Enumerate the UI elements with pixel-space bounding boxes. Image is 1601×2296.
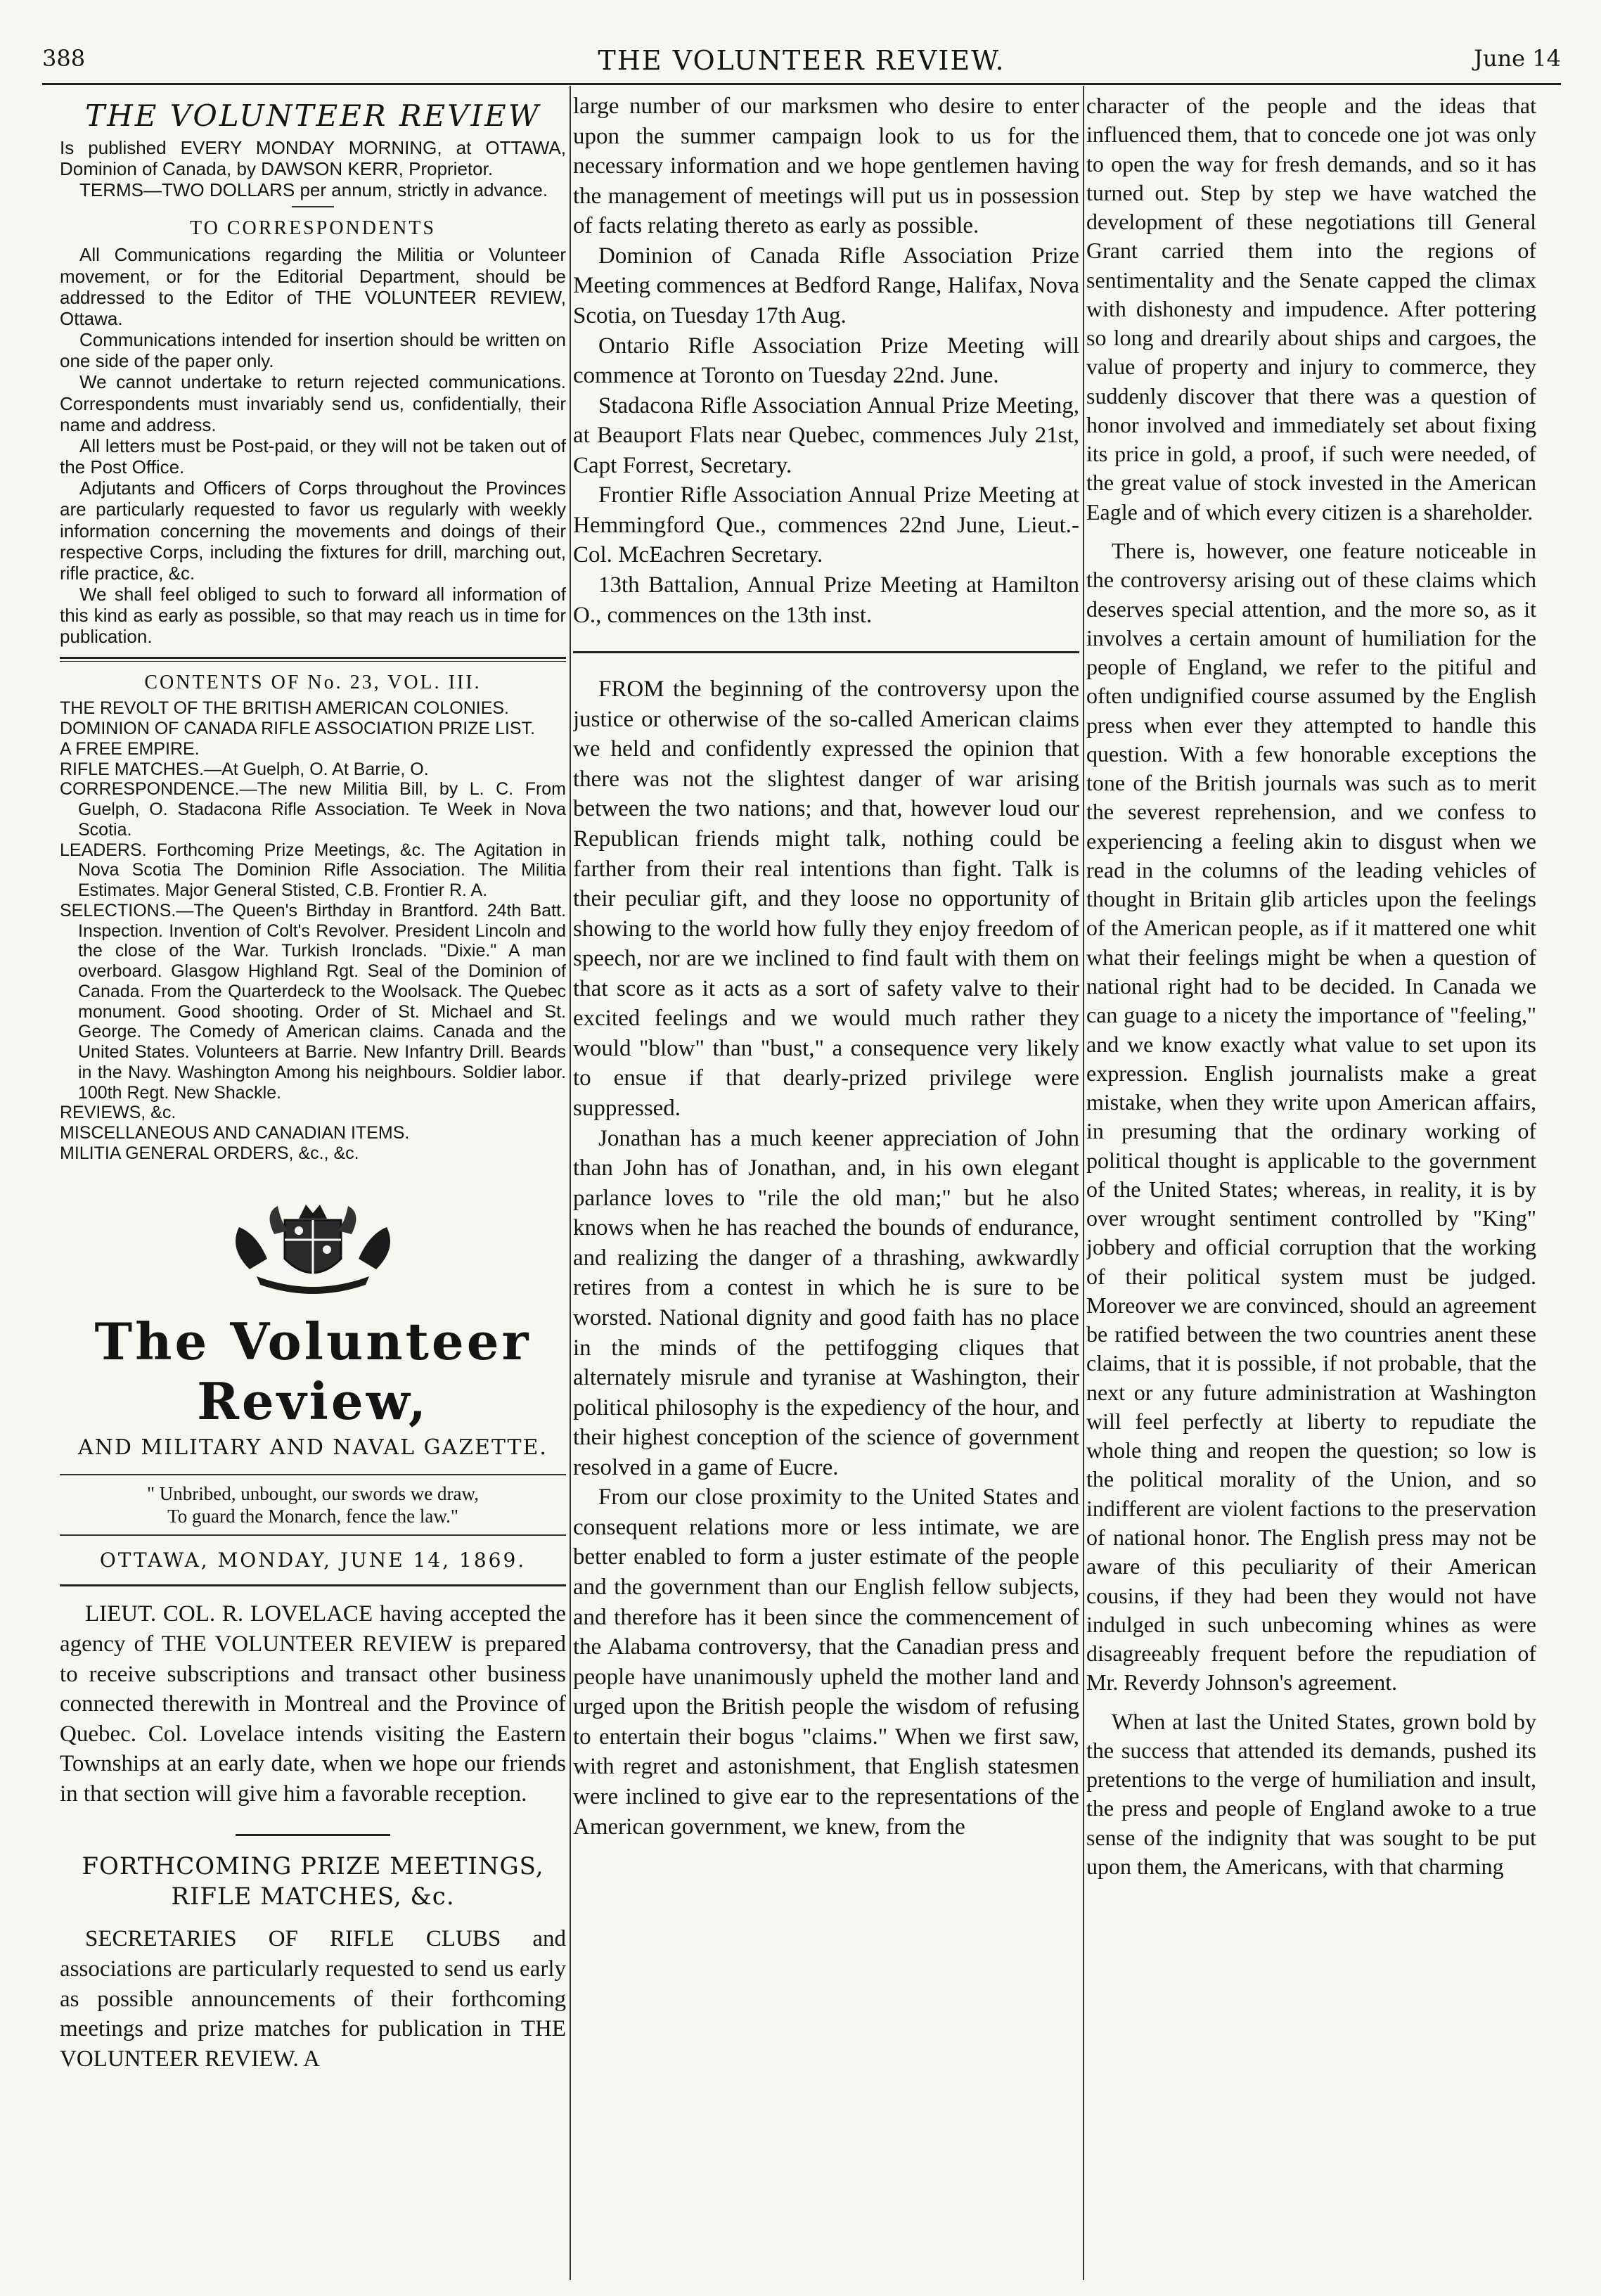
contents-list bbox=[60, 698, 566, 1163]
section-rule bbox=[236, 1834, 390, 1836]
column-rule-1 bbox=[570, 86, 571, 2280]
correspondent-notice: Adjutants and Officers of Corps throughout the Provinces are particularly requested to favor us regularly with weekly information concerning the movements and doings of their respective Corps, including the fixtures for drill, marching out, rifle practice, &c. bbox=[60, 477, 566, 584]
contents-item: SELECTIONS.—The Queen's Birthday in Brantford. 24th Batt. Inspection. Invention of Colt's Revolver. President Lincoln and the close of the War. Turkish Ironclads. "Dixie." A man overboard. Glasgow Highland Rgt. Seal of the Dominion of Canada. From the Quarterdeck to the Woolsack. The Quebec monument. Good shooting. Order of St. Michael and St. George. The Comedy of American claims. Canada and the United States. Volunteers at Barrie. New Infantry Drill. Beards in the Navy. Washington Among his neighbours. Soldier labor. 100th Regt. New Shackle. bbox=[60, 900, 566, 1103]
running-head bbox=[42, 45, 1561, 79]
coat-of-arms-emblem bbox=[207, 1192, 418, 1297]
running-title: THE VOLUNTEER REVIEW. bbox=[598, 45, 1005, 76]
contents-item: REVIEWS, &c. bbox=[60, 1103, 176, 1123]
prize-meeting-notices bbox=[573, 241, 1079, 630]
correspondents-heading: TO CORRESPONDENTS bbox=[190, 217, 436, 240]
short-rule bbox=[292, 206, 334, 207]
forthcoming-heading: FORTHCOMING PRIZE MEETINGS, RIFLE MATCHES, &c. bbox=[82, 1852, 544, 1911]
header-rule bbox=[42, 83, 1561, 85]
continuation-paragraph: large number of our marksmen who desire to enter upon the summer campaign look to us for the necessary information and we hope gentlemen having the management of meetings will put us in possession of facts relating thereto as early as possible. bbox=[573, 94, 1079, 239]
lovelace-notice bbox=[60, 1599, 566, 1809]
column-rule-2 bbox=[1083, 86, 1084, 2280]
prize-notice: Stadacona Rifle Association Annual Prize Meeting, at Beauport Flats near Quebec, commences July 21st, Capt Forrest, Secretary. bbox=[573, 392, 1079, 478]
article-paragraph: Jonathan has a much keener appreciation of John than John has of Jonathan, and, in his own elegant parlance loves to "rile the old man;" but he also knows when he has reached the bounds of endurance, and realizing the danger of a thrashing, awkwardly retires from a contest in which he is sure to be worsted. National dignity and good faith has no place in the minds of the pettifogging cliques that alternately misrule and tyranise at Washington, their political philosophy is the expediency of the hour, and their highest conception of the science of government resolved in a game of Eucre. bbox=[573, 1125, 1079, 1480]
contents-heading: CONTENTS OF No. 23, VOL. III. bbox=[144, 672, 482, 694]
contents-item: A FREE EMPIRE. bbox=[60, 738, 200, 759]
page-number: 388 bbox=[42, 45, 86, 72]
section-rule bbox=[573, 651, 1079, 653]
correspondent-notice: All Communications regarding the Militia or Volunteer movement, or for the Editorial Department, should be addressed to the Editor of THE VOLUNTEER REVIEW, Ottawa. bbox=[60, 244, 566, 329]
paper-subtitle: AND MILITARY AND NAVAL GAZETTE. bbox=[78, 1435, 548, 1460]
article-paragraph: FROM the beginning of the controversy upon the justice or otherwise of the so-called American claims we held and confidently expressed the opinion that there was not the slightest danger of war arising between the two nations; and that, however loud our Republican friends might talk, nothing could be farther from their real intentions than fight. Talk is their peculiar gift, and they loose no opportunity of showing to the world how fully they enjoy freedom of speech, nor are we inclined to find fault with them on that score as it acts as a sort of safety valve to their excited feelings and we would much rather they would "blow" than "bust," a consequence very likely to ensue if that dearly-prized privilege were suppressed. bbox=[573, 676, 1079, 1121]
column-1 bbox=[60, 91, 566, 2271]
contents-item: CORRESPONDENCE.—The new Militia Bill, by L. C. From Guelph, O. Stadacona Rifle Association. Te Week in Nova Scotia. bbox=[60, 779, 566, 840]
publishing-notice: Is published EVERY MONDAY MORNING, at OTTAWA, Dominion of Canada, by DAWSON KERR, Proprietor. bbox=[60, 137, 566, 180]
correspondents-notices bbox=[60, 244, 566, 647]
correspondent-notice: Communications intended for insertion should be written on one side of the paper only. bbox=[60, 329, 566, 372]
contents-item: THE REVOLT OF THE BRITISH AMERICAN COLONIES. bbox=[60, 698, 510, 719]
leader-article-continued bbox=[1086, 91, 1536, 1881]
rule bbox=[60, 1534, 566, 1536]
motto-line-2: To guard the Monarch, fence the law." bbox=[167, 1506, 458, 1527]
masthead: THE VOLUNTEER REVIEW bbox=[85, 98, 541, 133]
dateline: OTTAWA, MONDAY, JUNE 14, 1869. bbox=[99, 1548, 527, 1572]
prize-notice: 13th Battalion, Annual Prize Meeting at Hamilton O., commences on the 13th inst. bbox=[573, 572, 1079, 628]
leader-article bbox=[573, 674, 1079, 1842]
column-2 bbox=[573, 91, 1079, 2278]
lovelace-paragraph: LIEUT. COL. R. LOVELACE having accepted the agency of THE VOLUNTEER REVIEW is prepared to receive subscriptions and transact other business connected therewith in Montreal and the Province of Quebec. Col. Lovelace intends visiting the Eastern Townships at an early date, when we hope our friends in that section will give him a favorable reception. bbox=[60, 1601, 566, 1807]
article-paragraph: There is, however, one feature noticeable in the controversy arising out of these claims which deserves special attention, and the more so, as it involves a certain amount of humiliation for the people of England, we refer to the pitiful and often undignified course assumed by the English press when ever they attempted to handle this question. With a few honorable exceptions the tone of the British journals was such as to merit the severest reprehension, and we confess to experiencing a feeling akin to disgust when we read in the columns of the leading vehicles of thought in Britain glib articles upon the feelings of the American people, as if it mattered one whit what their feelings might be when a question of national right had to be decided. In Canada we can guage to a nicety the importance of "feeling," and we know exactly what value to set upon its expression. English journalists make a great mistake, when they write upon American affairs, in presuming that the ordinary working of political thought is applicable to the government of the United States; whereas, in reality, it is by over wrought sentiment controlled by "King" jobbery and official corruption that the working of their political system must be judged. Moreover we are convinced, should an agreement be ratified between the two countries anent these claims, that it is possible, if not probable, that the next or any future administration at Washington will feel perfectly at liberty to repudiate the whole thing and reopen the question; so low is the political morality of the Union, and so indifferent are violent factions to the preservation of national honor. The English press may not be aware of this peculiarity of their American cousins, if they had been they would not have indulged in such unbecoming whines as were disagreeably frequent before the repudiation of Mr. Reverdy Johnson's agreement. bbox=[1086, 537, 1536, 1695]
contents-item: DOMINION OF CANADA RIFLE ASSOCIATION PRIZE LIST. bbox=[60, 719, 536, 739]
article-paragraph: When at last the United States, grown bold by the success that attended its demands, pushed its pretentions to the verge of humiliation and insult, the press and people of England awoke to a true sense of the indignity that was sought to be put upon them, the Americans, with that charming bbox=[1086, 1708, 1536, 1879]
article-paragraph: character of the people and the ideas that influenced them, that to concede one jot was only to open the way for fresh demands, and so it has turned out. Step by step we have watched the development of these negotiations till General Grant carried them into the regions of sentimentality and the Senate capped the climax with dishonesty and impudence. After pottering so long and drearily about ships and cargoes, the value of property and injury to commerce, they suddenly discover that there was a question of honor involved and immediately set about fixing its price in gold, a proof, if such were needed, of the great value of stock invested in the American Eagle and of which every citizen is a shareholder. bbox=[1086, 93, 1536, 525]
prize-notice: Dominion of Canada Rifle Association Prize Meeting commences at Bedford Range, Halifax, Nova Scotia, on Tuesday 17th Aug. bbox=[573, 243, 1079, 328]
paper-title: The Volunteer Review, bbox=[94, 1311, 532, 1431]
correspondent-notice: All letters must be Post-paid, or they will not be taken out of the Post Office. bbox=[60, 435, 566, 478]
article-paragraph: From our close proximity to the United States and consequent relations more or less intimate, we are better enabled to form a juster estimate of the people and the government than our English fellow subjects, and therefore has it been since the commencement of the Alabama controversy, that the Canadian press and people have unanimously upheld the mother land and urged upon the British people the wisdom of refusing to entertain their bogus "claims." When we first saw, with regret and astonishment, that English statesmen were inclined to give ear to the representations of the American government, we knew, from the bbox=[573, 1484, 1079, 1840]
rule bbox=[60, 1474, 566, 1475]
prize-notice: Ontario Rifle Association Prize Meeting will commence at Toronto on Tuesday 22nd. June. bbox=[573, 333, 1079, 389]
correspondent-notice: We shall feel obliged to such to forward all information of this kind as early as possible, so that may reach us in time for publication. bbox=[60, 583, 566, 648]
prize-notice: Frontier Rifle Association Annual Prize Meeting at Hemmingford Que., commences 22nd June, Lieut.-Col. McEachren Secretary. bbox=[573, 482, 1079, 568]
contents-item: LEADERS. Forthcoming Prize Meetings, &c. The Agitation in Nova Scotia The Dominion Rifle Association. The Militia Estimates. Major General Stisted, C.B. Frontier R. A. bbox=[60, 840, 566, 901]
correspondent-notice: We cannot undertake to return rejected communications. Correspondents must invariably send us, confidentially, their name and address. bbox=[60, 371, 566, 435]
secretaries-notice bbox=[60, 1924, 566, 2074]
double-rule bbox=[60, 657, 566, 662]
contents-item: RIFLE MATCHES.—At Guelph, O. At Barrie, O. bbox=[60, 759, 429, 779]
motto bbox=[60, 1482, 566, 1528]
secretaries-paragraph: SECRETARIES OF RIFLE CLUBS and associations are particularly requested to send us early as possible announcements of their forthcoming meetings and prize matches for publication in THE VOLUNTEER REVIEW. A bbox=[60, 1926, 566, 2072]
terms: TERMS—TWO DOLLARS per annum, strictly in advance. bbox=[79, 179, 548, 201]
rule bbox=[60, 1584, 566, 1586]
motto-line-1: " Unbribed, unbought, our swords we draw, bbox=[147, 1482, 479, 1504]
column-3 bbox=[1086, 91, 1536, 2278]
contents-item: MISCELLANEOUS AND CANADIAN ITEMS. bbox=[60, 1123, 410, 1143]
contents-item: MILITIA GENERAL ORDERS, &c., &c. bbox=[60, 1143, 359, 1163]
forthcoming-continuation bbox=[573, 91, 1079, 241]
running-date: June 14 bbox=[1474, 45, 1561, 72]
publishing-notice-block bbox=[60, 137, 566, 200]
